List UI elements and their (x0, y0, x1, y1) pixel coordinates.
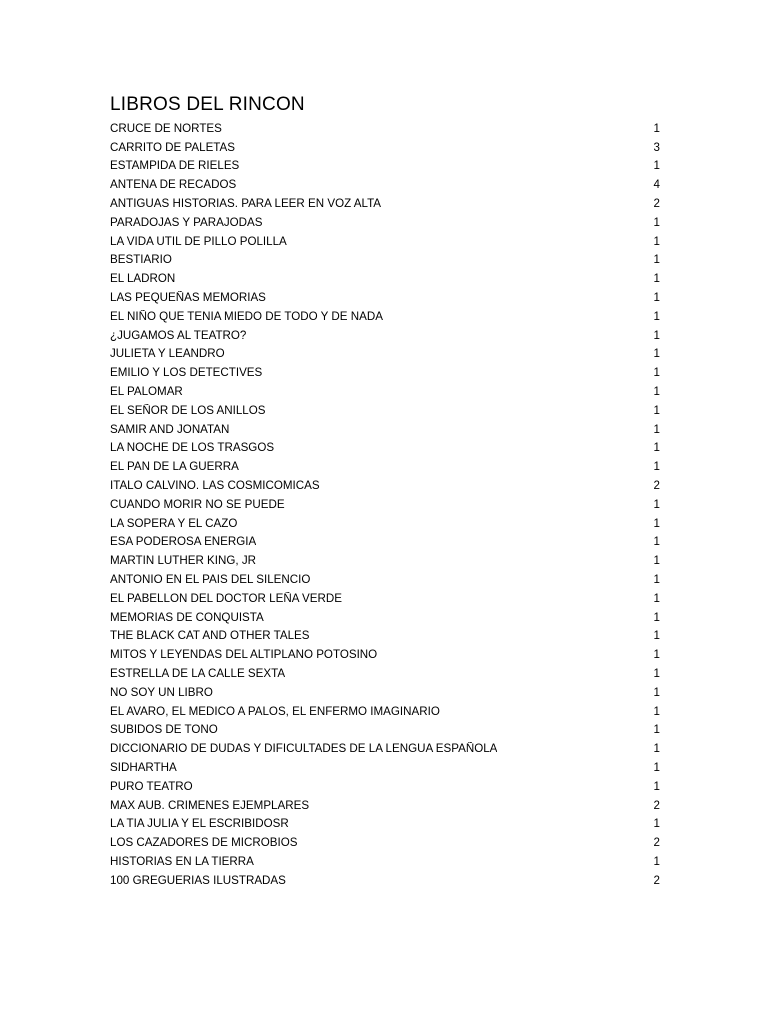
book-title: PARADOJAS Y PARAJODAS (110, 215, 263, 229)
book-title: EL LADRON (110, 272, 176, 286)
book-title: CUANDO MORIR NO SE PUEDE (110, 497, 285, 511)
book-row (110, 175, 660, 194)
book-quantity: 1 (653, 817, 660, 831)
book-row (110, 401, 660, 420)
book-title: LA NOCHE DE LOS TRASGOS (110, 441, 275, 455)
book-quantity: 1 (653, 309, 660, 323)
book-row (110, 777, 660, 796)
book-title: SAMIR AND JONATAN (110, 422, 230, 436)
book-row (110, 119, 660, 138)
book-row (110, 645, 660, 664)
book-quantity: 2 (653, 479, 660, 493)
book-title: EL NIÑO QUE TENIA MIEDO DE TODO Y DE NADA (110, 309, 383, 323)
book-row (110, 551, 660, 570)
book-quantity: 1 (653, 234, 660, 248)
book-title: EL AVARO, EL MEDICO A PALOS, EL ENFERMO IMAGINARIO (110, 704, 440, 718)
book-title: CRUCE DE NORTES (110, 121, 222, 135)
book-row (110, 326, 660, 345)
book-quantity: 2 (653, 197, 660, 211)
book-title: LOS CAZADORES DE MICROBIOS (110, 836, 298, 850)
book-quantity: 1 (653, 272, 660, 286)
book-title: EMILIO Y LOS DETECTIVES (110, 366, 263, 380)
book-row (110, 382, 660, 401)
book-title: EL SEÑOR DE LOS ANILLOS (110, 403, 266, 417)
book-quantity: 1 (653, 385, 660, 399)
book-row (110, 457, 660, 476)
book-row (110, 307, 660, 326)
book-title: EL PAN DE LA GUERRA (110, 460, 239, 474)
book-quantity: 1 (653, 215, 660, 229)
book-quantity: 2 (653, 836, 660, 850)
book-title: ESTRELLA DE LA CALLE SEXTA (110, 667, 286, 680)
book-row (110, 833, 660, 852)
book-quantity: 1 (653, 591, 660, 605)
book-title: PURO TEATRO (110, 779, 193, 793)
book-row (110, 758, 660, 777)
book-quantity: 1 (653, 366, 660, 380)
book-quantity: 1 (653, 667, 660, 680)
book-title: ANTIGUAS HISTORIAS. PARA LEER EN VOZ ALTA (110, 197, 382, 211)
book-row (110, 157, 660, 176)
book-row (110, 345, 660, 364)
book-row (110, 570, 660, 589)
book-row (110, 739, 660, 758)
book-row (110, 251, 660, 270)
book-row (110, 476, 660, 495)
book-title: MARTIN LUTHER KING, JR (110, 554, 257, 568)
book-quantity: 1 (653, 460, 660, 474)
book-row (110, 589, 660, 608)
book-row (110, 683, 660, 702)
book-quantity: 1 (653, 742, 660, 756)
book-title: BESTIARIO (110, 253, 172, 267)
book-row (110, 363, 660, 382)
book-quantity: 4 (653, 178, 660, 192)
book-title: LAS PEQUEÑAS MEMORIAS (110, 291, 266, 305)
book-quantity: 1 (653, 854, 660, 868)
book-row (110, 664, 660, 683)
book-title: JULIETA Y LEANDRO (110, 347, 225, 361)
book-title: NO SOY UN LIBRO (110, 685, 213, 699)
book-row (110, 852, 660, 871)
book-row (110, 213, 660, 232)
book-row (110, 533, 660, 552)
book-row (110, 702, 660, 721)
book-title: 100 GREGUERIAS ILUSTRADAS (110, 873, 286, 887)
book-row (110, 420, 660, 439)
book-title: MITOS Y LEYENDAS DEL ALTIPLANO POTOSINO (110, 648, 378, 662)
book-quantity: 2 (653, 873, 660, 887)
book-title: ¿JUGAMOS AL TEATRO? (110, 328, 247, 342)
book-quantity: 1 (653, 648, 660, 662)
book-quantity: 1 (653, 723, 660, 737)
book-quantity: 1 (653, 403, 660, 417)
book-quantity: 1 (653, 253, 660, 267)
book-row (110, 514, 660, 533)
book-row (110, 194, 660, 213)
book-row (110, 232, 660, 251)
book-title: ITALO CALVINO. LAS COSMICOMICAS (110, 479, 320, 493)
book-title: EL PALOMAR (110, 385, 183, 399)
book-row (110, 439, 660, 458)
book-quantity: 1 (653, 422, 660, 436)
book-row (110, 721, 660, 740)
book-row (110, 269, 660, 288)
book-quantity: 1 (653, 159, 660, 173)
book-title: THE BLACK CAT AND OTHER TALES (110, 629, 310, 643)
book-quantity: 1 (653, 347, 660, 361)
book-title: SUBIDOS DE TONO (110, 723, 218, 737)
book-quantity: 1 (653, 779, 660, 793)
book-quantity: 2 (653, 798, 660, 812)
book-row (110, 814, 660, 833)
book-quantity: 1 (653, 704, 660, 718)
book-quantity: 3 (653, 140, 660, 154)
book-title: LA VIDA UTIL DE PILLO POLILLA (110, 234, 287, 248)
book-quantity: 1 (653, 629, 660, 643)
book-list (110, 119, 660, 890)
book-title: ESA PODEROSA ENERGIA (110, 535, 257, 549)
book-quantity: 1 (653, 291, 660, 305)
book-quantity: 1 (653, 610, 660, 624)
book-row (110, 138, 660, 157)
book-title: LA SOPERA Y EL CAZO (110, 516, 238, 530)
book-row (110, 608, 660, 627)
book-quantity: 1 (653, 573, 660, 587)
book-title: MEMORIAS DE CONQUISTA (110, 610, 264, 624)
book-title: HISTORIAS EN LA TIERRA (110, 854, 254, 868)
book-title: ANTONIO EN EL PAIS DEL SILENCIO (110, 573, 311, 587)
book-row (110, 871, 660, 890)
book-title: EL PABELLON DEL DOCTOR LEÑA VERDE (110, 591, 342, 605)
book-quantity: 1 (653, 497, 660, 511)
book-quantity: 1 (653, 516, 660, 530)
book-quantity: 1 (653, 121, 660, 135)
book-quantity: 1 (653, 554, 660, 568)
book-quantity: 1 (653, 441, 660, 455)
book-row (110, 495, 660, 514)
document-page (110, 93, 660, 890)
book-title: LA TIA JULIA Y EL ESCRIBIDOSR (110, 817, 289, 831)
book-quantity: 1 (653, 535, 660, 549)
book-title: DICCIONARIO DE DUDAS Y DIFICULTADES DE LA LENGUA ESPAÑOLA (110, 742, 498, 756)
book-title: ESTAMPIDA DE RIELES (110, 159, 240, 173)
book-quantity: 1 (653, 760, 660, 774)
book-title: ANTENA DE RECADOS (110, 178, 237, 192)
book-row (110, 288, 660, 307)
document-title: LIBROS DEL RINCON (110, 94, 305, 115)
book-row (110, 796, 660, 815)
book-quantity: 1 (653, 685, 660, 699)
book-row (110, 627, 660, 646)
book-title: SIDHARTHA (110, 760, 177, 774)
book-quantity: 1 (653, 328, 660, 342)
book-title: CARRITO DE PALETAS (110, 140, 235, 154)
book-title: MAX AUB. CRIMENES EJEMPLARES (110, 798, 310, 812)
